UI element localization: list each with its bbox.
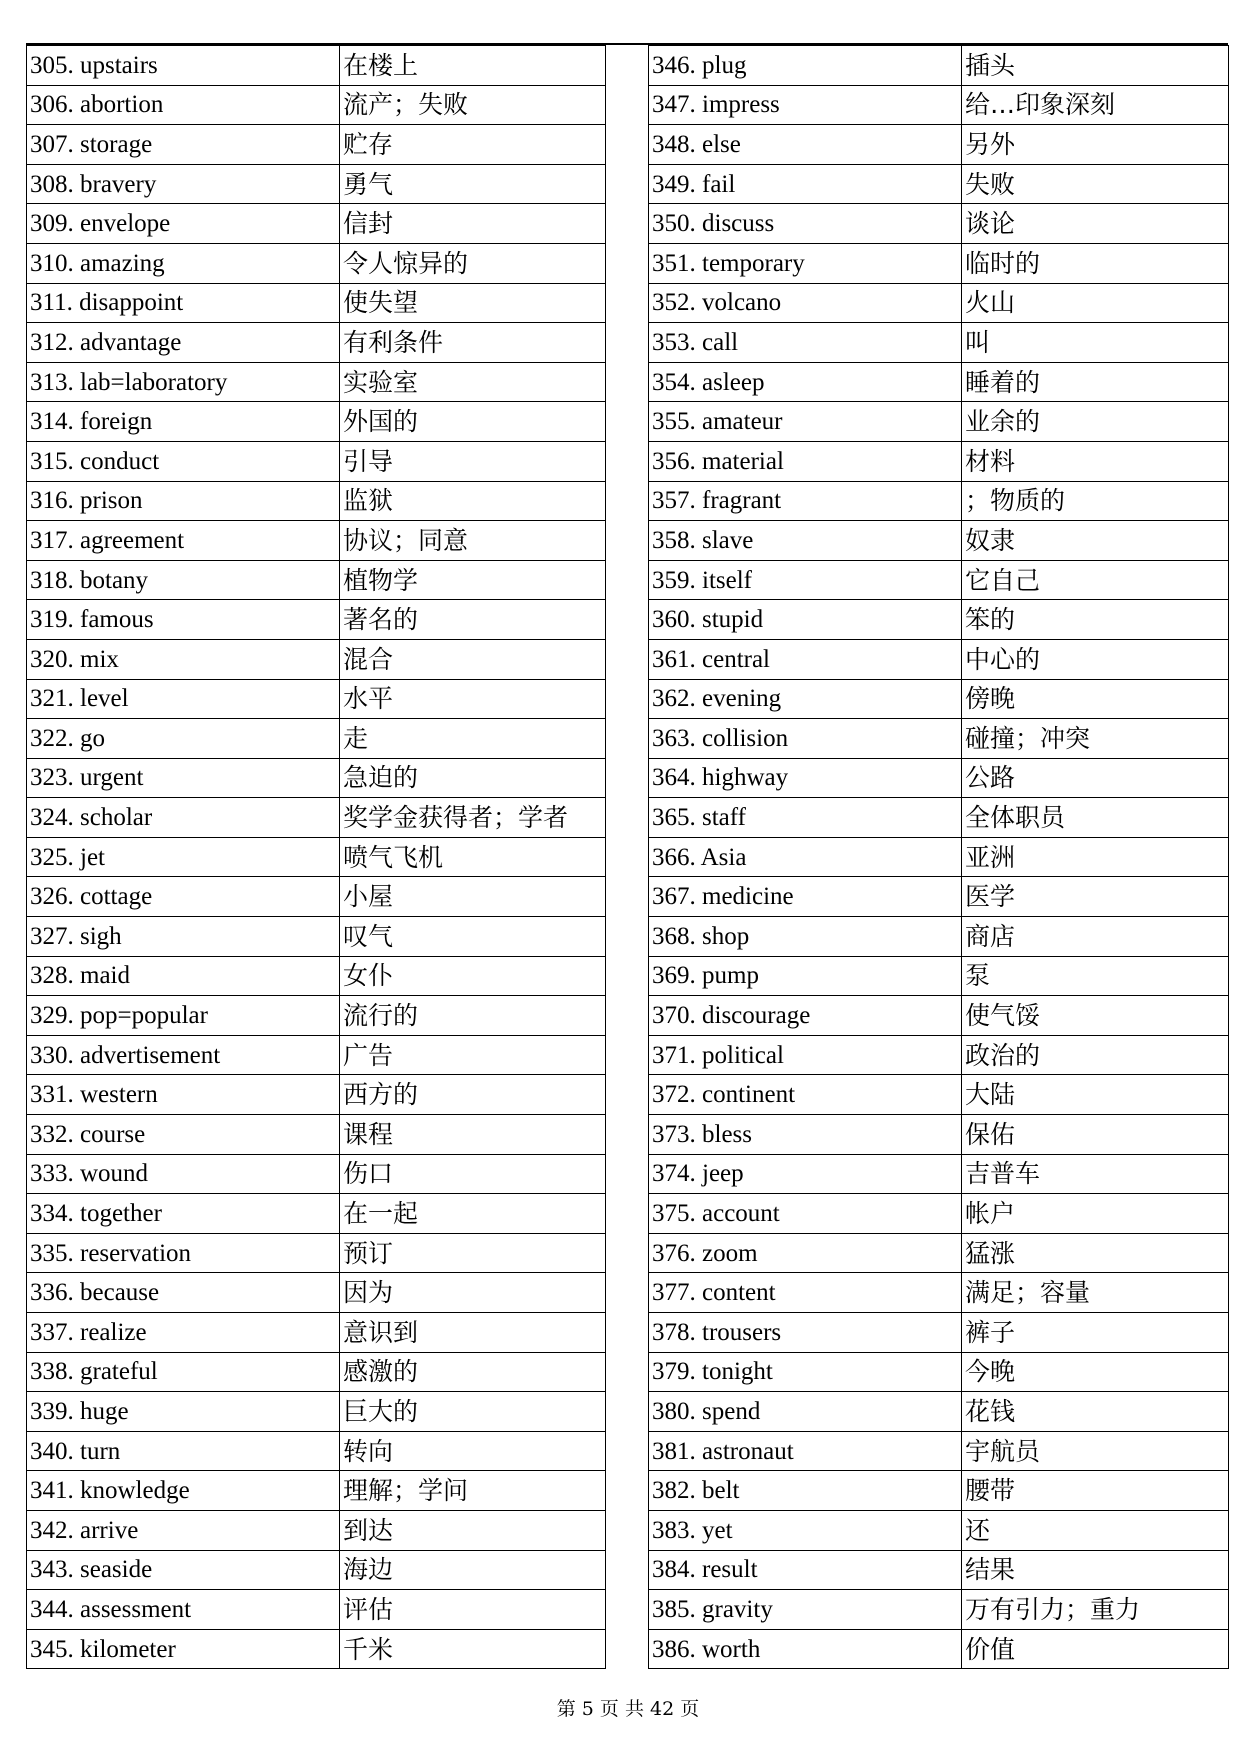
vocab-word: 339. huge [27,1392,340,1432]
vocab-word: 359. itself [649,560,962,600]
vocab-word: 370. discourage [649,996,962,1036]
vocab-meaning: 帐户 [962,1194,1229,1234]
vocab-row [27,956,606,996]
vocab-row [27,521,606,561]
vocab-row [27,362,606,402]
vocab-word: 348. else [649,125,962,165]
vocab-meaning: 奖学金获得者；学者 [340,798,606,838]
vocab-row [27,1392,606,1432]
vocab-meaning: 花钱 [962,1392,1229,1432]
vocab-table-right [648,45,1229,1669]
vocab-row [27,1471,606,1511]
vocab-meaning: 巨大的 [340,1392,606,1432]
vocab-row [649,402,1229,442]
vocab-meaning: 理解；学问 [340,1471,606,1511]
vocab-row [649,996,1229,1036]
vocab-word: 335. reservation [27,1233,340,1273]
vocab-row [649,1075,1229,1115]
vocab-meaning: 在楼上 [340,46,606,86]
vocab-row [27,1233,606,1273]
vocab-meaning: 混合 [340,639,606,679]
vocab-meaning: 到达 [340,1510,606,1550]
page-footer: 第 5 页 共 42 页 [556,1698,700,1720]
vocab-word: 382. belt [649,1471,962,1511]
vocab-meaning: 今晚 [962,1352,1229,1392]
vocab-meaning: 失败 [962,164,1229,204]
vocab-meaning: 叫 [962,323,1229,363]
vocab-row [649,639,1229,679]
vocab-row [649,600,1229,640]
vocab-word: 341. knowledge [27,1471,340,1511]
vocab-meaning: 公路 [962,758,1229,798]
vocab-meaning: 伤口 [340,1154,606,1194]
vocab-meaning: 结果 [962,1550,1229,1590]
vocab-row [27,877,606,917]
vocab-meaning: 还 [962,1510,1229,1550]
vocab-word: 329. pop=popular [27,996,340,1036]
vocab-row [649,1273,1229,1313]
vocab-meaning: 猛涨 [962,1233,1229,1273]
vocab-meaning: 信封 [340,204,606,244]
vocab-word: 332. course [27,1115,340,1155]
vocab-meaning: 著名的 [340,600,606,640]
vocab-meaning: 喷气飞机 [340,837,606,877]
vocab-row [649,1115,1229,1155]
vocab-meaning: 西方的 [340,1075,606,1115]
vocab-meaning: 临时的 [962,243,1229,283]
vocab-meaning: 政治的 [962,1035,1229,1075]
vocab-row [649,204,1229,244]
vocab-row [27,1075,606,1115]
vocab-row [649,679,1229,719]
vocab-word: 367. medicine [649,877,962,917]
vocab-word: 347. impress [649,85,962,125]
vocab-row [649,1313,1229,1353]
vocab-row [649,1629,1229,1669]
vocab-meaning: 亚洲 [962,837,1229,877]
vocab-row [27,1313,606,1353]
vocab-row [27,1273,606,1313]
vocab-word: 319. famous [27,600,340,640]
vocab-row [649,877,1229,917]
vocab-meaning: 裤子 [962,1313,1229,1353]
vocab-row [27,1431,606,1471]
vocab-meaning: 大陆 [962,1075,1229,1115]
vocab-meaning: 实验室 [340,362,606,402]
vocab-word: 385. gravity [649,1590,962,1630]
vocab-row [649,837,1229,877]
vocab-word: 338. grateful [27,1352,340,1392]
vocab-word: 383. yet [649,1510,962,1550]
vocab-word: 316. prison [27,481,340,521]
vocab-table-left [26,45,606,1669]
vocab-word: 364. highway [649,758,962,798]
vocab-row [27,996,606,1036]
vocab-row [27,1154,606,1194]
vocab-meaning: 贮存 [340,125,606,165]
vocab-word: 346. plug [649,46,962,86]
vocab-row [27,719,606,759]
vocab-word: 320. mix [27,639,340,679]
vocab-row [649,1392,1229,1432]
vocab-meaning: 叹气 [340,917,606,957]
vocab-word: 344. assessment [27,1590,340,1630]
vocab-meaning: 笨的 [962,600,1229,640]
vocab-meaning: ；物质的 [962,481,1229,521]
vocab-row [649,917,1229,957]
vocab-row [649,125,1229,165]
vocab-meaning: 火山 [962,283,1229,323]
vocab-meaning: 万有引力；重力 [962,1590,1229,1630]
vocab-word: 349. fail [649,164,962,204]
vocab-meaning: 碰撞；冲突 [962,719,1229,759]
vocab-word: 315. conduct [27,441,340,481]
vocab-word: 384. result [649,1550,962,1590]
vocab-word: 356. material [649,441,962,481]
vocab-meaning: 引导 [340,441,606,481]
vocab-row [27,125,606,165]
vocab-word: 372. continent [649,1075,962,1115]
vocab-meaning: 千米 [340,1629,606,1669]
vocab-meaning: 插头 [962,46,1229,86]
vocab-word: 340. turn [27,1431,340,1471]
vocab-meaning: 睡着的 [962,362,1229,402]
vocab-meaning: 海边 [340,1550,606,1590]
vocab-word: 327. sigh [27,917,340,957]
vocab-row [27,917,606,957]
vocab-word: 331. western [27,1075,340,1115]
vocab-meaning: 材料 [962,441,1229,481]
vocab-meaning: 另外 [962,125,1229,165]
vocab-row [649,956,1229,996]
vocab-row [27,1035,606,1075]
vocab-row [27,441,606,481]
vocab-word: 322. go [27,719,340,759]
vocab-row [27,164,606,204]
vocab-row [649,243,1229,283]
vocab-word: 358. slave [649,521,962,561]
vocab-row [27,323,606,363]
vocab-row [649,719,1229,759]
vocab-word: 321. level [27,679,340,719]
vocab-row [27,1510,606,1550]
vocab-meaning: 令人惊异的 [340,243,606,283]
vocab-word: 318. botany [27,560,340,600]
vocab-row [649,85,1229,125]
vocab-word: 368. shop [649,917,962,957]
vocab-row [649,362,1229,402]
vocab-meaning: 保佑 [962,1115,1229,1155]
vocab-meaning: 中心的 [962,639,1229,679]
vocab-meaning: 谈论 [962,204,1229,244]
vocab-row [27,1352,606,1392]
vocab-row [649,1510,1229,1550]
vocab-row [27,85,606,125]
vocab-row [27,560,606,600]
vocab-word: 354. asleep [649,362,962,402]
vocab-meaning: 奴隶 [962,521,1229,561]
vocab-word: 353. call [649,323,962,363]
vocab-word: 325. jet [27,837,340,877]
vocab-meaning: 预订 [340,1233,606,1273]
vocab-word: 307. storage [27,125,340,165]
vocab-word: 311. disappoint [27,283,340,323]
vocab-row [649,521,1229,561]
vocab-word: 309. envelope [27,204,340,244]
vocab-row [649,164,1229,204]
vocab-row [27,1115,606,1155]
vocab-meaning: 流产；失败 [340,85,606,125]
vocab-row [27,639,606,679]
vocab-word: 371. political [649,1035,962,1075]
vocab-row [27,1550,606,1590]
vocab-word: 369. pump [649,956,962,996]
vocab-meaning: 课程 [340,1115,606,1155]
vocab-row [27,758,606,798]
vocab-word: 313. lab=laboratory [27,362,340,402]
vocab-meaning: 使气馁 [962,996,1229,1036]
vocab-word: 381. astronaut [649,1431,962,1471]
vocab-meaning: 商店 [962,917,1229,957]
vocab-row [649,323,1229,363]
vocab-word: 351. temporary [649,243,962,283]
vocab-row [649,441,1229,481]
vocab-row [27,1194,606,1234]
vocab-meaning: 它自己 [962,560,1229,600]
vocab-meaning: 女仆 [340,956,606,996]
vocab-meaning: 植物学 [340,560,606,600]
vocab-word: 378. trousers [649,1313,962,1353]
vocab-row [649,1194,1229,1234]
vocab-meaning: 医学 [962,877,1229,917]
vocab-word: 345. kilometer [27,1629,340,1669]
vocab-meaning: 勇气 [340,164,606,204]
vocab-meaning: 满足；容量 [962,1273,1229,1313]
vocab-word: 330. advertisement [27,1035,340,1075]
vocab-word: 306. abortion [27,85,340,125]
vocab-meaning: 傍晚 [962,679,1229,719]
vocab-word: 334. together [27,1194,340,1234]
vocab-meaning: 小屋 [340,877,606,917]
vocab-row [27,600,606,640]
vocab-word: 326. cottage [27,877,340,917]
vocab-row [27,46,606,86]
vocab-row [649,560,1229,600]
vocab-word: 375. account [649,1194,962,1234]
vocab-row [27,1590,606,1630]
vocab-meaning: 宇航员 [962,1431,1229,1471]
vocab-meaning: 走 [340,719,606,759]
vocab-meaning: 水平 [340,679,606,719]
vocab-word: 363. collision [649,719,962,759]
vocab-word: 308. bravery [27,164,340,204]
vocab-word: 379. tonight [649,1352,962,1392]
vocab-word: 376. zoom [649,1233,962,1273]
vocab-meaning: 吉普车 [962,1154,1229,1194]
vocab-row [27,1629,606,1669]
vocab-row [27,837,606,877]
vocab-meaning: 使失望 [340,283,606,323]
vocab-word: 343. seaside [27,1550,340,1590]
vocab-word: 380. spend [649,1392,962,1432]
vocab-word: 352. volcano [649,283,962,323]
vocab-word: 305. upstairs [27,46,340,86]
vocab-meaning: 在一起 [340,1194,606,1234]
vocab-meaning: 外国的 [340,402,606,442]
vocab-row [649,283,1229,323]
vocab-meaning: 流行的 [340,996,606,1036]
vocab-word: 365. staff [649,798,962,838]
vocab-row [649,1035,1229,1075]
vocab-row [649,1431,1229,1471]
vocab-word: 362. evening [649,679,962,719]
vocab-meaning: 评估 [340,1590,606,1630]
vocab-row [27,283,606,323]
vocab-meaning: 意识到 [340,1313,606,1353]
vocab-row [649,758,1229,798]
vocab-row [27,481,606,521]
vocab-row [649,798,1229,838]
vocab-row [649,1550,1229,1590]
vocab-row [27,798,606,838]
vocab-row [649,1233,1229,1273]
vocab-meaning: 急迫的 [340,758,606,798]
vocab-word: 386. worth [649,1629,962,1669]
vocab-word: 310. amazing [27,243,340,283]
vocab-row [27,204,606,244]
vocab-word: 337. realize [27,1313,340,1353]
vocab-meaning: 有利条件 [340,323,606,363]
vocab-word: 350. discuss [649,204,962,244]
vocab-row [27,402,606,442]
vocab-row [649,1471,1229,1511]
vocab-word: 374. jeep [649,1154,962,1194]
vocab-meaning: 给…印象深刻 [962,85,1229,125]
vocab-meaning: 价值 [962,1629,1229,1669]
vocab-meaning: 腰带 [962,1471,1229,1511]
vocab-meaning: 感激的 [340,1352,606,1392]
vocab-word: 317. agreement [27,521,340,561]
vocab-meaning: 协议；同意 [340,521,606,561]
vocab-row [27,243,606,283]
vocab-meaning: 广告 [340,1035,606,1075]
vocab-meaning: 监狱 [340,481,606,521]
vocab-word: 323. urgent [27,758,340,798]
vocab-row [649,1154,1229,1194]
vocab-word: 328. maid [27,956,340,996]
vocab-word: 336. because [27,1273,340,1313]
vocab-word: 366. Asia [649,837,962,877]
vocab-meaning: 全体职员 [962,798,1229,838]
vocab-word: 361. central [649,639,962,679]
vocab-word: 360. stupid [649,600,962,640]
vocab-row [649,1590,1229,1630]
vocab-word: 355. amateur [649,402,962,442]
vocab-word: 333. wound [27,1154,340,1194]
vocab-meaning: 因为 [340,1273,606,1313]
vocab-word: 357. fragrant [649,481,962,521]
vocab-meaning: 泵 [962,956,1229,996]
vocab-word: 377. content [649,1273,962,1313]
vocab-row [649,481,1229,521]
vocab-meaning: 转向 [340,1431,606,1471]
vocab-row [649,1352,1229,1392]
vocab-row [649,46,1229,86]
vocab-word: 314. foreign [27,402,340,442]
vocab-row [27,679,606,719]
vocab-meaning: 业余的 [962,402,1229,442]
vocab-word: 324. scholar [27,798,340,838]
vocab-word: 312. advantage [27,323,340,363]
vocab-word: 373. bless [649,1115,962,1155]
vocab-word: 342. arrive [27,1510,340,1550]
